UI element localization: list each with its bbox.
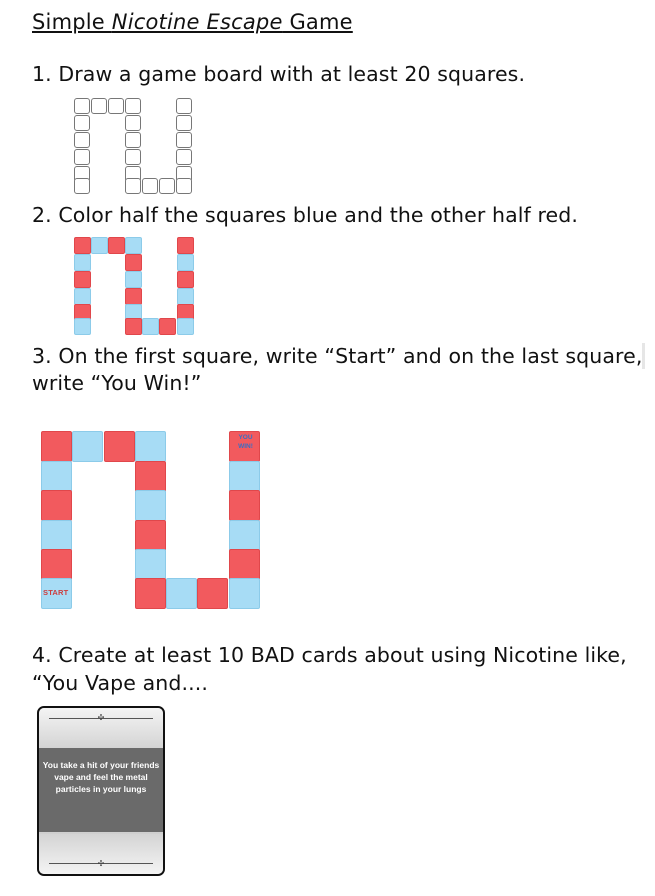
blue-square [125, 271, 142, 288]
bad-card-example [37, 706, 165, 876]
blue-square [91, 237, 108, 254]
title-prefix: Simple [32, 10, 112, 34]
outline-square [74, 149, 90, 165]
blue-square [125, 237, 142, 254]
blue-square [142, 318, 159, 335]
step-1-text: 1. Draw a game board with at least 20 squares. [32, 62, 526, 86]
ornament-icon: ✣ [97, 859, 105, 868]
red-square [177, 271, 194, 288]
red-square [197, 578, 228, 609]
outline-square [159, 178, 175, 194]
card-top-panel [39, 708, 163, 748]
blue-square [135, 490, 166, 521]
red-square [135, 461, 166, 492]
blue-square [41, 461, 72, 492]
red-square [135, 578, 166, 609]
page-edge-divider [642, 343, 645, 369]
blue-square [74, 254, 91, 271]
outline-square [74, 115, 90, 131]
step-4-text-line1: 4. Create at least 10 BAD cards about using Nicotine like, [32, 643, 627, 667]
ornament-icon: ✣ [97, 713, 105, 722]
outline-square [125, 132, 141, 148]
title-italic: Nicotine Escape [111, 10, 283, 34]
red-square [229, 549, 260, 580]
red-square [74, 271, 91, 288]
red-square [125, 318, 142, 335]
blue-square [41, 520, 72, 551]
win-label-line2: WIN! [238, 443, 253, 450]
blue-square [177, 254, 194, 271]
red-square [41, 490, 72, 521]
win-label-line1: YOU [238, 434, 253, 441]
outline-square [176, 98, 192, 114]
red-square [41, 431, 72, 462]
outline-square [74, 98, 90, 114]
blue-square [135, 549, 166, 580]
outline-square [125, 178, 141, 194]
red-square [74, 237, 91, 254]
outline-square [91, 98, 107, 114]
red-square [177, 237, 194, 254]
red-square [41, 549, 72, 580]
title-suffix: Game [282, 10, 353, 34]
blue-square [177, 318, 194, 335]
blue-square [74, 288, 91, 305]
red-square [135, 520, 166, 551]
blue-square [229, 578, 260, 609]
red-square [125, 254, 142, 271]
red-square [125, 288, 142, 305]
outline-square [108, 98, 124, 114]
red-square [104, 431, 135, 462]
red-square [229, 490, 260, 521]
step-3-text-line2: write “You Win!” [32, 371, 202, 395]
card-text: You take a hit of your friends vape and feel the metal particles in your lungs [42, 760, 160, 794]
blue-square [135, 431, 166, 462]
outline-square [176, 149, 192, 165]
page-title [32, 10, 353, 34]
outline-square [142, 178, 158, 194]
start-label: START [43, 588, 69, 597]
outline-square [74, 132, 90, 148]
blue-square [229, 461, 260, 492]
red-square [159, 318, 176, 335]
outline-square [176, 115, 192, 131]
card-bottom-panel [39, 834, 163, 874]
outline-square [125, 98, 141, 114]
outline-square [74, 178, 90, 194]
win-label [230, 433, 261, 451]
red-square [108, 237, 125, 254]
blue-square [229, 520, 260, 551]
blue-square [177, 288, 194, 305]
blue-square [72, 431, 103, 462]
outline-square [176, 132, 192, 148]
step-2-text: 2. Color half the squares blue and the other half red. [32, 203, 578, 227]
step-3-text-line1: 3. On the first square, write “Start” and on the last square, [32, 344, 643, 368]
blue-square [166, 578, 197, 609]
outline-square [176, 178, 192, 194]
step-4-text-line2: “You Vape and.... [32, 671, 208, 695]
outline-square [125, 115, 141, 131]
outline-square [125, 149, 141, 165]
blue-square [74, 318, 91, 335]
